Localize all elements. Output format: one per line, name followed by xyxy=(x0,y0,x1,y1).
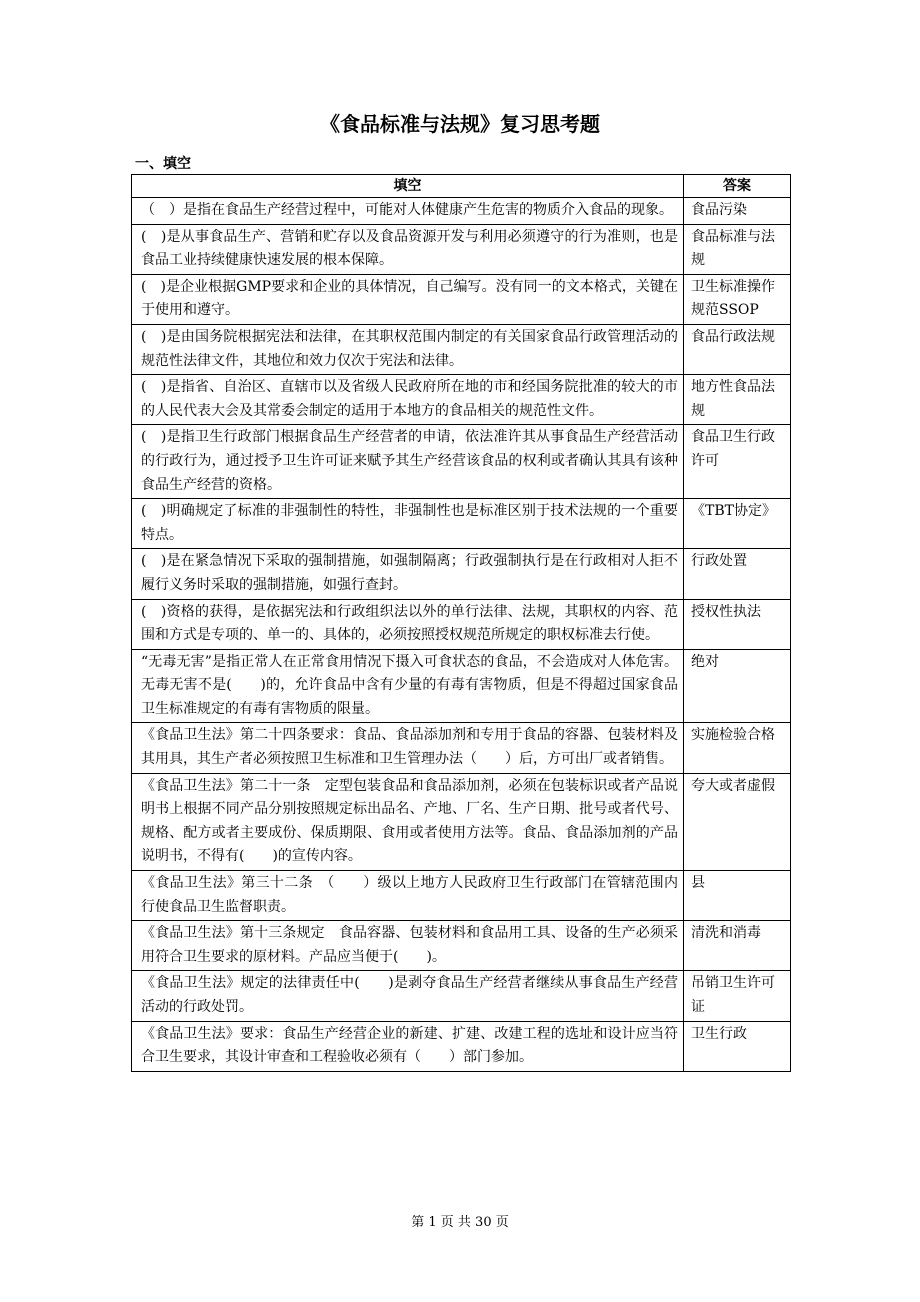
answer-cell: 地方性食品法规 xyxy=(684,375,791,425)
answer-cell: 食品污染 xyxy=(684,198,791,225)
table-row xyxy=(132,871,791,921)
page-footer: 第 1 页 共 30 页 xyxy=(411,1215,509,1230)
question-cell: “无毒无害”是指正常人在正常食用情况下摄入可食状态的食品，不会造成对人体危害。无毒无害不是( )的，允许食品中含有少量的有毒有害物质，但是不得超过国家食品卫生标准规定的有毒有害物质的限量。 xyxy=(132,649,684,723)
table-row xyxy=(132,773,791,870)
answer-cell: 食品标准与法规 xyxy=(684,224,791,274)
question-cell: ( )是从事食品生产、营销和贮存以及食品资源开发与利用必须遵守的行为准则，也是食品工业持续健康快速发展的根本保障。 xyxy=(132,224,684,274)
table-row xyxy=(132,499,791,549)
answer-cell: 授权性执法 xyxy=(684,599,791,649)
table-row xyxy=(132,549,791,599)
question-cell: 《食品卫生法》规定的法律责任中( )是剥夺食品生产经营者继续从事食品生产经营活动的行政处罚。 xyxy=(132,971,684,1021)
answer-cell: 实施检验合格 xyxy=(684,723,791,773)
question-cell: （ ）是指在食品生产经营过程中，可能对人体健康产生危害的物质介入食品的现象。 xyxy=(132,198,684,225)
table-body xyxy=(132,198,791,1072)
section-heading: 一、填空 xyxy=(135,156,191,172)
table-row xyxy=(132,224,791,274)
table-row xyxy=(132,274,791,324)
table-row xyxy=(132,599,791,649)
question-cell: ( )是由国务院根据宪法和法律，在其职权范围内制定的有关国家食品行政管理活动的规范性法律文件，其地位和效力仅次于宪法和法律。 xyxy=(132,324,684,374)
answer-cell: 绝对 xyxy=(684,649,791,723)
answer-column-header: 答案 xyxy=(684,175,791,198)
answer-cell: 卫生标准操作规范SSOP xyxy=(684,274,791,324)
table-row xyxy=(132,723,791,773)
table-header-row xyxy=(132,175,791,198)
page-title: 《食品标准与法规》复习思考题 xyxy=(320,112,600,136)
table-row xyxy=(132,1021,791,1071)
answer-cell: 卫生行政 xyxy=(684,1021,791,1071)
answer-cell: 食品卫生行政许可 xyxy=(684,425,791,499)
table-row xyxy=(132,921,791,971)
table-row xyxy=(132,324,791,374)
question-cell: 《食品卫生法》第三十二条 （ ）级以上地方人民政府卫生行政部门在管辖范围内行使食品卫生监督职责。 xyxy=(132,871,684,921)
answer-cell: 行政处置 xyxy=(684,549,791,599)
question-cell: 《食品卫生法》第二十一条 定型包装食品和食品添加剂，必须在包装标识或者产品说明书上根据不同产品分别按照规定标出品名、产地、厂名、生产日期、批号或者代号、规格、配方或者主要成份、保质期限、食用或者使用方法等。食品、食品添加剂的产品说明书，不得有( )的宣传内容。 xyxy=(132,773,684,870)
table-row xyxy=(132,649,791,723)
answer-cell: 吊销卫生许可证 xyxy=(684,971,791,1021)
table-row xyxy=(132,425,791,499)
answer-cell: 《TBT协定》 xyxy=(684,499,791,549)
question-cell: ( )是企业根据GMP要求和企业的具体情况，自己编写。没有同一的文本格式，关键在于使用和遵守。 xyxy=(132,274,684,324)
answer-cell: 食品行政法规 xyxy=(684,324,791,374)
table-row xyxy=(132,198,791,225)
answer-cell: 县 xyxy=(684,871,791,921)
question-cell: ( )是指省、自治区、直辖市以及省级人民政府所在地的市和经国务院批准的较大的市的人民代表大会及其常委会制定的适用于本地方的食品相关的规范性文件。 xyxy=(132,375,684,425)
question-answer-table xyxy=(131,174,791,1072)
question-cell: 《食品卫生法》第十三条规定 食品容器、包装材料和食品用工具、设备的生产必须采用符合卫生要求的原材料。产品应当便于( )。 xyxy=(132,921,684,971)
table-row xyxy=(132,375,791,425)
question-cell: 《食品卫生法》第二十四条要求：食品、食品添加剂和专用于食品的容器、包装材料及其用具，其生产者必须按照卫生标准和卫生管理办法（ ）后，方可出厂或者销售。 xyxy=(132,723,684,773)
question-cell: ( )是指卫生行政部门根据食品生产经营者的申请，依法准许其从事食品生产经营活动的行政行为，通过授予卫生许可证来赋予其生产经营该食品的权利或者确认其具有该种食品生产经营的资格。 xyxy=(132,425,684,499)
table-row xyxy=(132,971,791,1021)
answer-cell: 夸大或者虚假 xyxy=(684,773,791,870)
question-cell: ( )是在紧急情况下采取的强制措施，如强制隔离；行政强制执行是在行政相对人拒不履行义务时采取的强制措施，如强行查封。 xyxy=(132,549,684,599)
question-cell: ( )明确规定了标准的非强制性的特性，非强制性也是标准区别于技术法规的一个重要特点。 xyxy=(132,499,684,549)
question-cell: 《食品卫生法》要求：食品生产经营企业的新建、扩建、改建工程的选址和设计应当符合卫生要求，其设计审查和工程验收必须有（ ）部门参加。 xyxy=(132,1021,684,1071)
question-cell: ( )资格的获得，是依据宪法和行政组织法以外的单行法律、法规，其职权的内容、范围和方式是专项的、单一的、具体的，必须按照授权规范所规定的职权标准去行使。 xyxy=(132,599,684,649)
answer-cell: 清洗和消毒 xyxy=(684,921,791,971)
question-column-header: 填空 xyxy=(132,175,684,198)
